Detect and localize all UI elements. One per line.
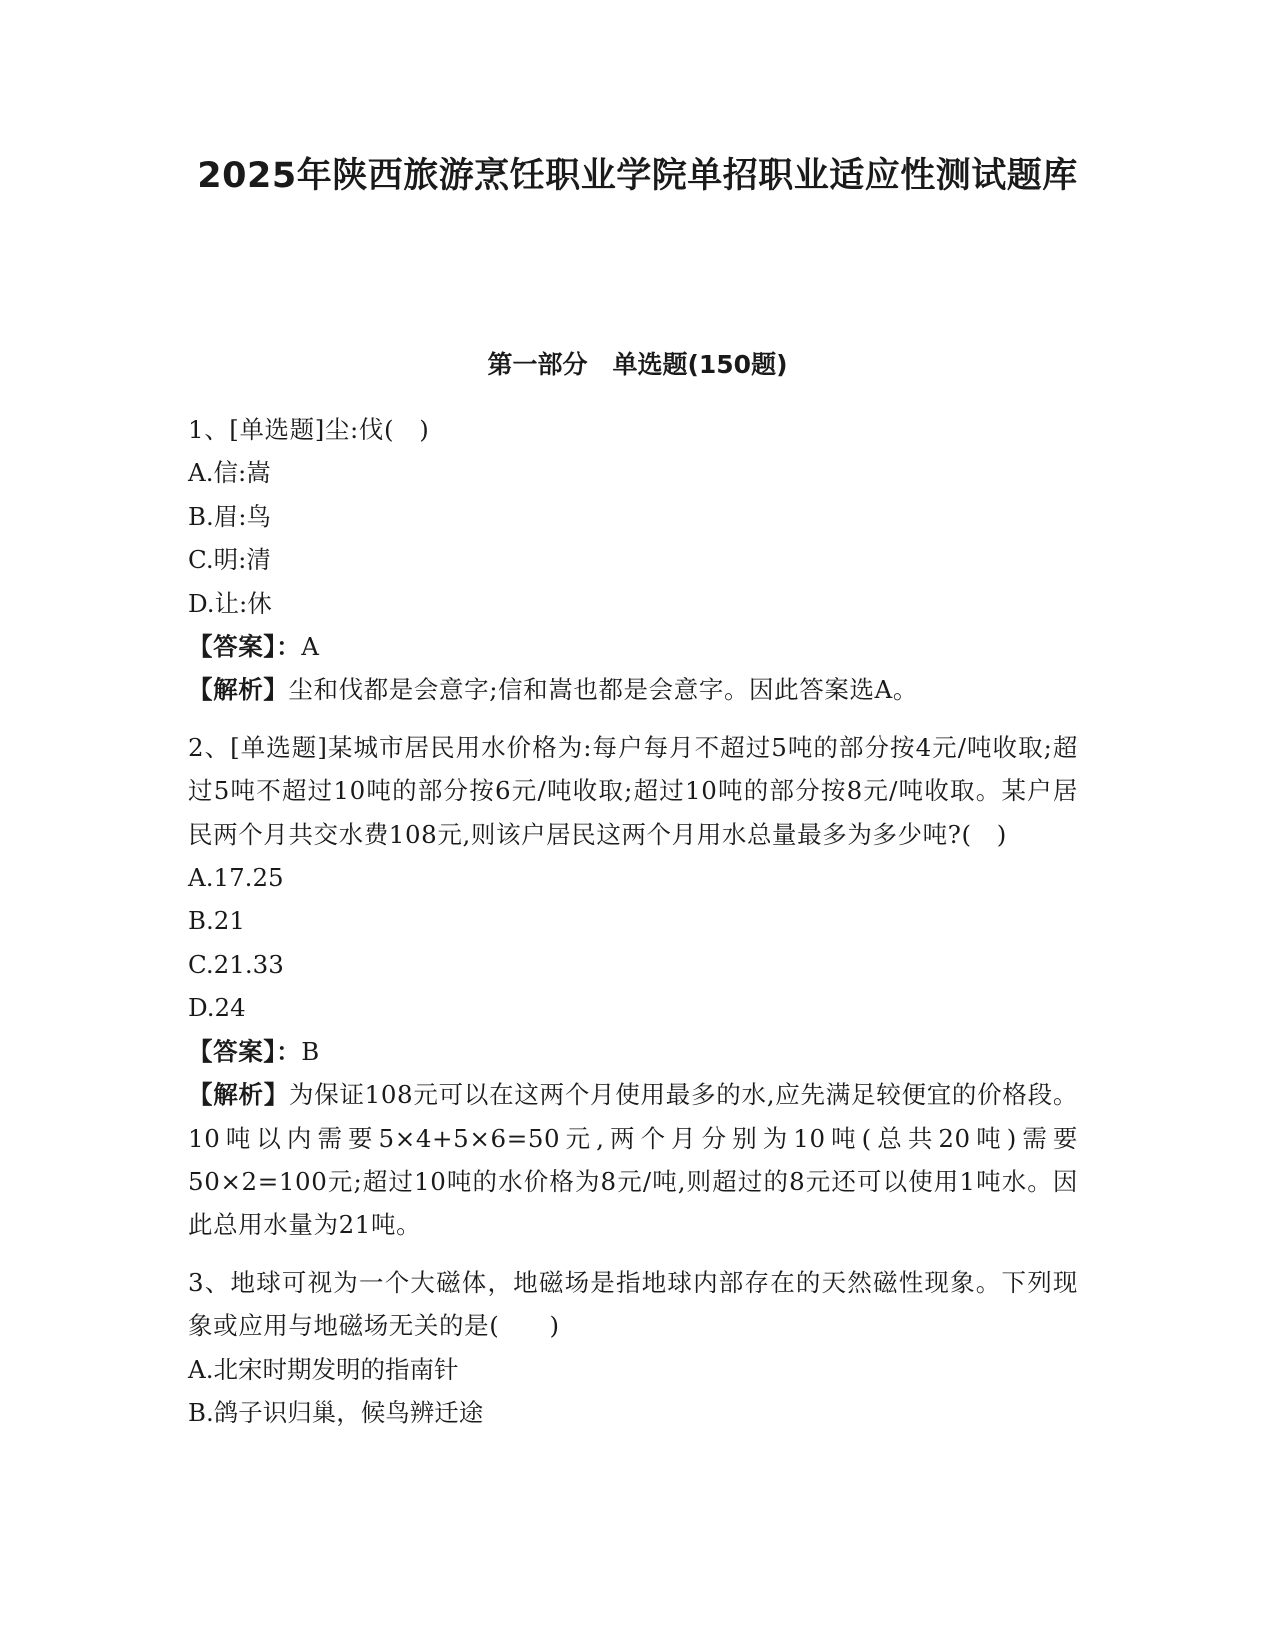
analysis-tag: 【解析】	[188, 675, 289, 705]
option-b: B.眉:鸟	[188, 501, 272, 531]
answer-line	[188, 1030, 1078, 1073]
option-a: A.北宋时期发明的指南针	[188, 1354, 459, 1384]
answer-tag: 【答案】	[188, 632, 277, 662]
answer-line	[188, 625, 1078, 668]
option-b: B.鸽子识归巢，候鸟辨迁途	[188, 1397, 484, 1427]
option-c: C.明:清	[188, 545, 271, 575]
section-heading: 第一部分 单选题(150题)	[487, 350, 788, 379]
question-3	[188, 1261, 1078, 1435]
option-a: A.信:嵩	[188, 458, 271, 488]
question-stem: 2、[单选题]某城市居民用水价格为:每户每月不超过5吨的部分按4元/吨收取;超过5吨不超过10吨的部分按6元/吨收取;超过10吨的部分按8元/吨收取。某户居民两个月共交水费108元,则该户居民这两个月用水总量最多为多少吨?( )	[188, 732, 1078, 849]
analysis-text: 为保证108元可以在这两个月使用最多的水,应先满足较便宜的价格段。10吨以内需要5×4+5×6=50元,两个月分别为10吨(总共20吨)需要50×2=100元;超过10吨的水价格为8元/吨,则超过的8元还可以使用1吨水。因此总用水量为21吨。	[188, 1080, 1078, 1240]
analysis-line	[188, 1073, 1078, 1247]
option-b: B.21	[188, 906, 245, 936]
option-c: C.21.33	[188, 949, 284, 979]
option-a: A.17.25	[188, 863, 284, 893]
question-list	[188, 408, 1078, 1448]
question-stem: 1、[单选题]尘:伐( )	[188, 415, 430, 444]
analysis-text: 尘和伐都是会意字;信和嵩也都是会意字。因此答案选A。	[288, 675, 918, 705]
analysis-tag: 【解析】	[188, 1080, 289, 1110]
question-2	[188, 726, 1078, 1247]
answer-value: A	[301, 632, 320, 662]
answer-separator: ：	[276, 1036, 302, 1066]
document-title: 2025年陕西旅游烹饪职业学院单招职业适应性测试题库	[197, 156, 1078, 196]
answer-separator: ：	[276, 632, 302, 662]
option-d: D.让:休	[188, 588, 272, 618]
option-d: D.24	[188, 993, 246, 1023]
question-1	[188, 408, 1078, 712]
question-stem: 3、地球可视为一个大磁体，地磁场是指地球内部存在的天然磁性现象。下列现象或应用与地磁场无关的是( )	[188, 1267, 1078, 1341]
answer-tag: 【答案】	[188, 1036, 277, 1066]
answer-value: B	[301, 1036, 320, 1066]
analysis-line	[188, 668, 1078, 711]
